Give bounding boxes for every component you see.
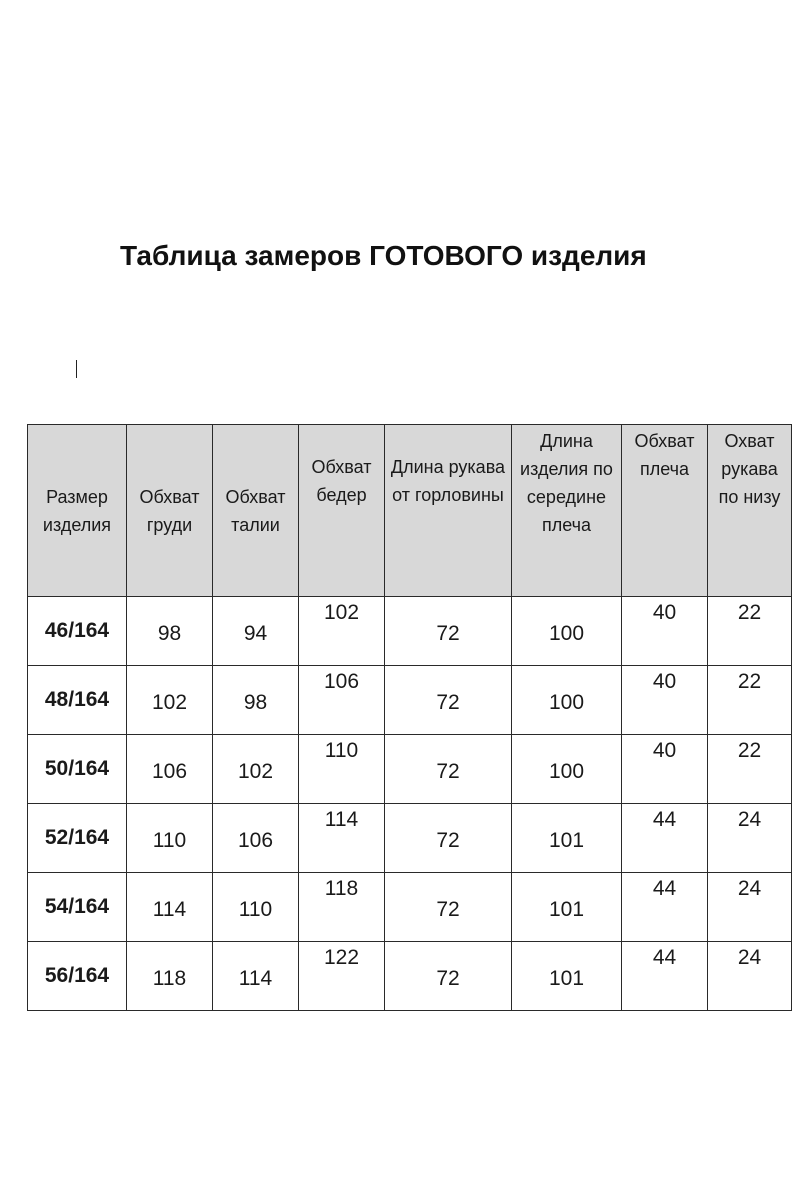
cell-waist: 110 (213, 873, 299, 942)
table-row (28, 942, 792, 1011)
cell-hips: 114 (299, 804, 385, 873)
header-garment-length: Длина изделия по середине плеча (512, 425, 622, 597)
cell-hips: 102 (299, 597, 385, 666)
cell-shoulder: 44 (622, 873, 708, 942)
table-header-row (28, 425, 792, 597)
page-title: Таблица замеров ГОТОВОГО изделия (120, 240, 647, 271)
header-chest: Обхват груди (127, 425, 213, 597)
cell-sleeve-hem: 24 (708, 873, 792, 942)
cell-garment-length: 101 (512, 873, 622, 942)
cell-garment-length: 101 (512, 942, 622, 1011)
cell-chest: 114 (127, 873, 213, 942)
cell-sleeve-hem: 22 (708, 597, 792, 666)
cell-size: 52/164 (28, 804, 127, 873)
cell-waist: 106 (213, 804, 299, 873)
cell-shoulder: 40 (622, 597, 708, 666)
table-row (28, 804, 792, 873)
cell-sleeve-length: 72 (385, 873, 512, 942)
cell-garment-length: 101 (512, 804, 622, 873)
cell-waist: 102 (213, 735, 299, 804)
cell-shoulder: 40 (622, 735, 708, 804)
cell-hips: 118 (299, 873, 385, 942)
header-waist: Обхват талии (213, 425, 299, 597)
cell-sleeve-length: 72 (385, 804, 512, 873)
cell-shoulder: 44 (622, 804, 708, 873)
cell-chest: 102 (127, 666, 213, 735)
cell-sleeve-length: 72 (385, 666, 512, 735)
cell-waist: 94 (213, 597, 299, 666)
header-shoulder: Обхват плеча (622, 425, 708, 597)
cell-hips: 110 (299, 735, 385, 804)
table-row (28, 873, 792, 942)
table-row (28, 666, 792, 735)
text-cursor (76, 360, 77, 378)
cell-shoulder: 44 (622, 942, 708, 1011)
cell-garment-length: 100 (512, 666, 622, 735)
cell-sleeve-length: 72 (385, 735, 512, 804)
cell-size: 50/164 (28, 735, 127, 804)
cell-garment-length: 100 (512, 597, 622, 666)
cell-shoulder: 40 (622, 666, 708, 735)
cell-garment-length: 100 (512, 735, 622, 804)
cell-sleeve-hem: 24 (708, 942, 792, 1011)
cell-size: 56/164 (28, 942, 127, 1011)
cell-sleeve-length: 72 (385, 597, 512, 666)
cell-size: 48/164 (28, 666, 127, 735)
cell-size: 54/164 (28, 873, 127, 942)
header-sleeve-hem: Охват рукава по низу (708, 425, 792, 597)
cell-sleeve-hem: 22 (708, 735, 792, 804)
cell-waist: 98 (213, 666, 299, 735)
header-sleeve-length: Длина рукава от горловины (385, 425, 512, 597)
cell-size: 46/164 (28, 597, 127, 666)
cell-hips: 122 (299, 942, 385, 1011)
cell-sleeve-length: 72 (385, 942, 512, 1011)
cell-waist: 114 (213, 942, 299, 1011)
cell-chest: 118 (127, 942, 213, 1011)
cell-chest: 110 (127, 804, 213, 873)
size-table (27, 424, 792, 1011)
cell-sleeve-hem: 22 (708, 666, 792, 735)
table-row (28, 597, 792, 666)
header-size: Размер изделия (28, 425, 127, 597)
cell-sleeve-hem: 24 (708, 804, 792, 873)
cell-chest: 98 (127, 597, 213, 666)
table-row (28, 735, 792, 804)
cell-hips: 106 (299, 666, 385, 735)
cell-chest: 106 (127, 735, 213, 804)
header-hips: Обхват бедер (299, 425, 385, 597)
